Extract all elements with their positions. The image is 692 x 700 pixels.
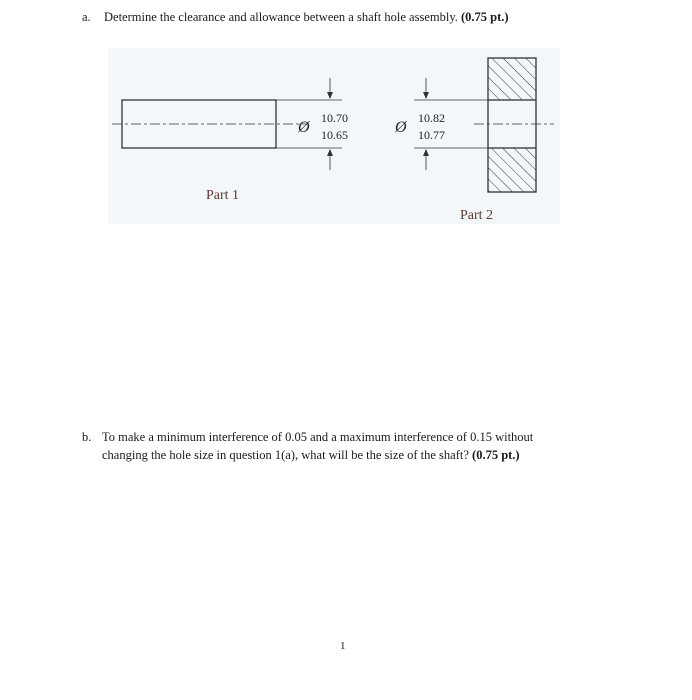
shaft-hole-figure	[108, 48, 560, 224]
part2-upper-limit: 10.82	[418, 111, 445, 125]
part2-diameter-symbol: Ø	[395, 119, 407, 136]
question-b-body: changing the hole size in question 1(a), what will be the size of the shaft?	[102, 448, 469, 462]
question-a-body: Determine the clearance and allowance between a shaft hole assembly.	[104, 10, 458, 24]
part2-lower-limit: 10.77	[418, 128, 445, 142]
page-number: 1	[340, 640, 346, 652]
part1-diameter-symbol: Ø	[298, 119, 310, 136]
part2-label: Part 2	[460, 208, 494, 223]
question-b-label: b.	[82, 430, 92, 444]
figure-drawing	[108, 48, 560, 224]
part1-lower-limit: 10.65	[321, 128, 348, 142]
question-b-points: (0.75 pt.)	[472, 448, 520, 462]
part2-section-bottom	[488, 148, 536, 192]
question-b-line2	[102, 446, 520, 464]
question-a-label: a.	[82, 10, 91, 24]
question-a-text	[104, 8, 509, 26]
question-a-points: (0.75 pt.)	[461, 10, 509, 24]
part2-section-top	[488, 58, 536, 100]
part1-upper-limit: 10.70	[321, 111, 348, 125]
part1-label: Part 1	[206, 188, 240, 203]
question-b-line1: To make a minimum interference of 0.05 and a maximum interference of 0.15 without	[102, 430, 534, 444]
